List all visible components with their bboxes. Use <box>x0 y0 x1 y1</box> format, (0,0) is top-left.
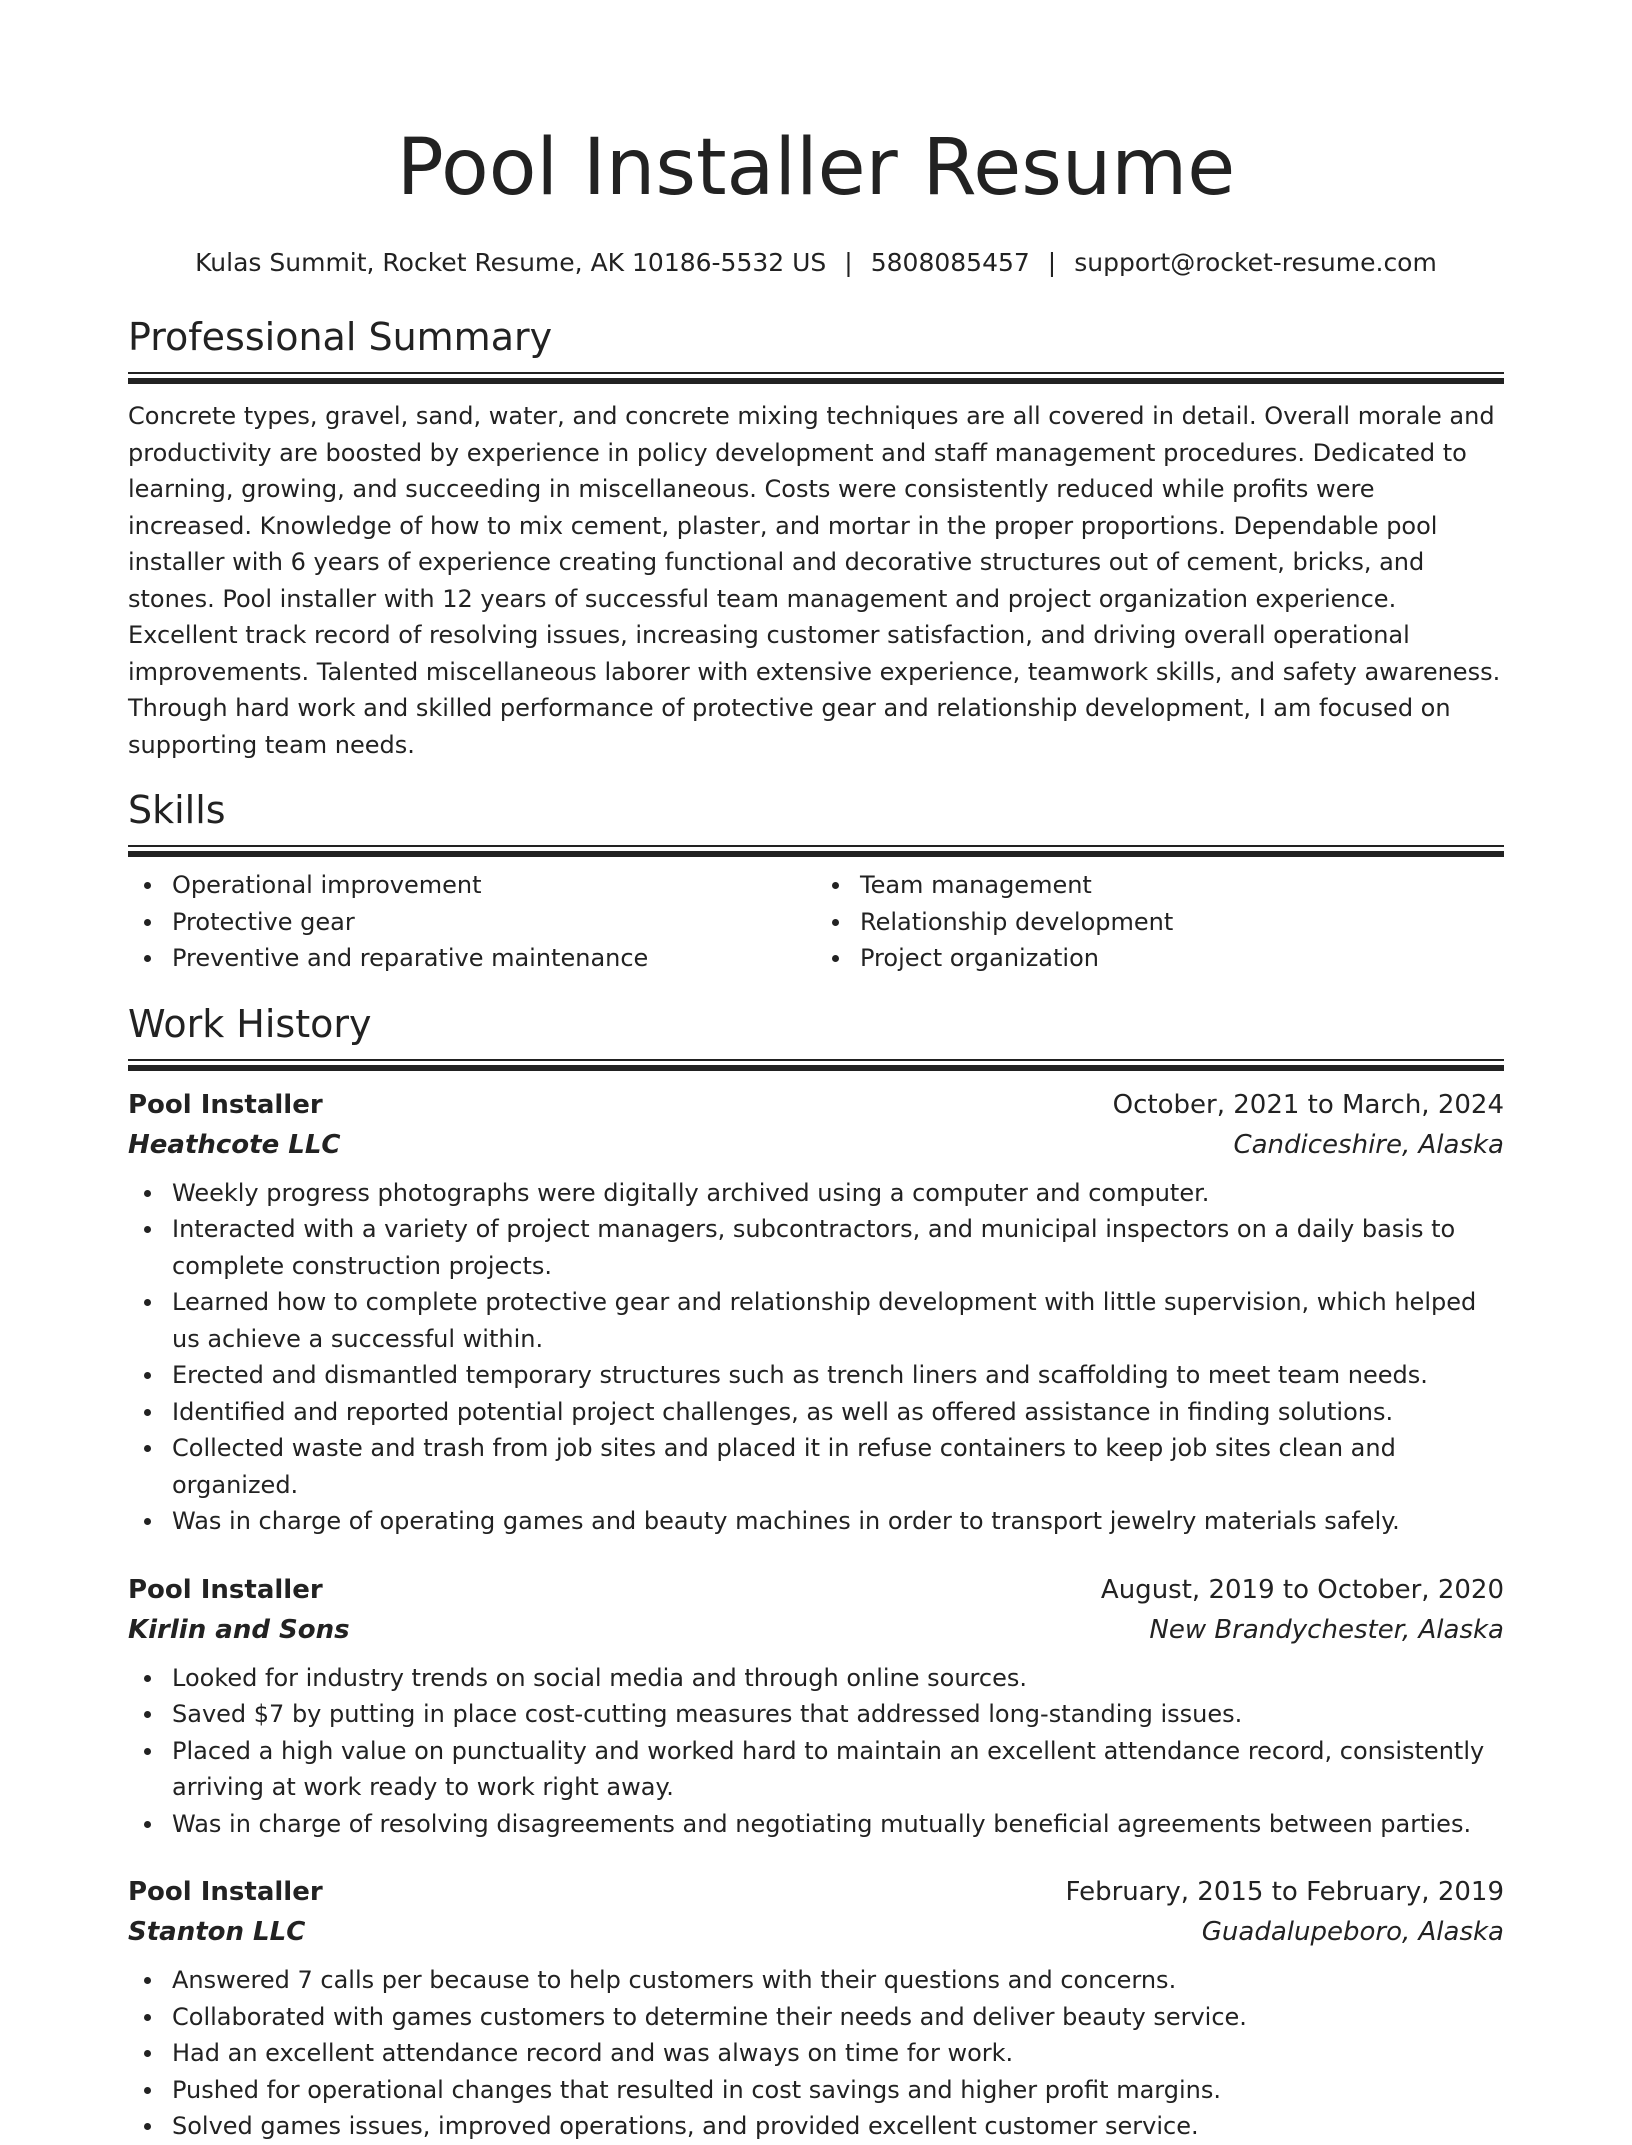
skill-item: Preventive and reparative maintenance <box>128 940 816 977</box>
skills-columns <box>128 867 1504 977</box>
skills-right-column <box>816 867 1504 977</box>
job-bullet: Had an excellent attendance record and was always on time for work. <box>128 2035 1504 2072</box>
job-bullet: Was in charge of resolving disagreements and negotiating mutually beneficial agreements between parties. <box>128 1806 1504 1843</box>
job-location: New Brandychester, Alaska <box>1149 1614 1504 1645</box>
job-header-row <box>128 1570 1504 1610</box>
job-bullet: Solved games issues, improved operations, and provided excellent customer service. <box>128 2108 1504 2145</box>
section-divider <box>128 845 1504 857</box>
work-history-heading: Work History <box>128 1001 372 1046</box>
job-company-row <box>128 1610 1504 1650</box>
summary-heading: Professional Summary <box>128 315 553 359</box>
job-location: Guadalupeboro, Alaska <box>1201 1917 1504 1947</box>
job-entry <box>128 1085 1504 1540</box>
job-company-row <box>128 1912 1504 1952</box>
job-dates: February, 2015 to February, 2019 <box>1065 1877 1504 1907</box>
job-bullet: Learned how to complete protective gear and relationship development with little supervision, which helped us achieve a successful within. <box>128 1284 1504 1357</box>
job-title: Pool Installer <box>128 1089 323 1120</box>
contact-email: support@rocket-resume.com <box>1074 248 1437 277</box>
skill-item: Team management <box>816 867 1504 904</box>
work-history-section <box>128 1001 1504 2145</box>
skill-item: Operational improvement <box>128 867 816 904</box>
contact-line <box>128 246 1504 280</box>
job-bullet: Collected waste and trash from job sites and placed it in refuse containers to keep job sites clean and organized. <box>128 1430 1504 1503</box>
job-company: Stanton LLC <box>128 1917 306 1947</box>
job-bullet: Was in charge of operating games and beauty machines in order to transport jewelry materials safely. <box>128 1503 1504 1540</box>
job-bullet: Answered 7 calls per because to help customers with their questions and concerns. <box>128 1962 1504 1999</box>
job-entry <box>128 1570 1504 1843</box>
skills-section <box>128 787 1504 977</box>
job-bullets <box>128 1175 1504 1540</box>
skill-item: Relationship development <box>816 904 1504 941</box>
job-bullet: Pushed for operational changes that resulted in cost savings and higher profit margins. <box>128 2072 1504 2109</box>
job-bullet: Placed a high value on punctuality and worked hard to maintain an excellent attendance record, consistently arriving at work ready to work right away. <box>128 1733 1504 1806</box>
job-company: Kirlin and Sons <box>128 1614 350 1645</box>
summary-text: Concrete types, gravel, sand, water, and concrete mixing techniques are all covered in detail. Overall morale and productivity are boosted by experience in policy development and staff management procedures. Dedicated to learning, growing, and succeeding in miscellaneous. Costs were consistently reduced while profits were increased. Knowledge of how to mix cement, plaster, and mortar in the proper proportions. Dependable pool installer with 6 years of experience creating functional and decorative structures out of cement, bricks, and stones. Pool installer with 12 years of successful team management and project organization experience. Excellent track record of resolving issues, increasing customer satisfaction, and driving overall operational improvements. Talented miscellaneous laborer with extensive experience, teamwork skills, and safety awareness. Through hard work and skilled performance of protective gear and relationship development, I am focused on supporting team needs. <box>128 402 1501 759</box>
contact-phone: 5808085457 <box>870 248 1030 277</box>
job-bullet: Looked for industry trends on social media and through online sources. <box>128 1660 1504 1697</box>
job-title: Pool Installer <box>128 1877 323 1907</box>
section-divider <box>128 372 1504 384</box>
job-bullet: Collaborated with games customers to determine their needs and deliver beauty service. <box>128 1999 1504 2036</box>
job-company: Heathcote LLC <box>128 1129 341 1160</box>
job-bullet: Saved $7 by putting in place cost-cutting measures that addressed long-standing issues. <box>128 1696 1504 1733</box>
summary-section <box>128 314 1504 763</box>
skills-left-column <box>128 867 816 977</box>
job-location: Candiceshire, Alaska <box>1233 1129 1504 1160</box>
job-dates: October, 2021 to March, 2024 <box>1112 1089 1504 1120</box>
section-divider <box>128 1059 1504 1071</box>
job-header-row <box>128 1872 1504 1912</box>
job-bullet: Interacted with a variety of project managers, subcontractors, and municipal inspectors on a daily basis to complete construction projects. <box>128 1211 1504 1284</box>
job-bullets <box>128 1660 1504 1843</box>
job-entry <box>128 1872 1504 2145</box>
job-bullets <box>128 1962 1504 2145</box>
job-company-row <box>128 1125 1504 1165</box>
job-bullet: Weekly progress photographs were digitally archived using a computer and computer. <box>128 1175 1504 1212</box>
job-dates: August, 2019 to October, 2020 <box>1100 1574 1504 1605</box>
skill-item: Protective gear <box>128 904 816 941</box>
job-bullet: Erected and dismantled temporary structures such as trench liners and scaffolding to meet team needs. <box>128 1357 1504 1394</box>
job-header-row <box>128 1085 1504 1125</box>
contact-separator: | <box>1047 248 1057 277</box>
job-title: Pool Installer <box>128 1574 323 1605</box>
skills-heading: Skills <box>128 788 226 832</box>
job-bullet: Identified and reported potential project challenges, as well as offered assistance in finding solutions. <box>128 1394 1504 1431</box>
resume-title: Pool Installer Resume <box>396 123 1236 213</box>
skill-item: Project organization <box>816 940 1504 977</box>
contact-address: Kulas Summit, Rocket Resume, AK 10186-5532 US <box>195 248 827 277</box>
contact-separator: | <box>844 248 853 277</box>
